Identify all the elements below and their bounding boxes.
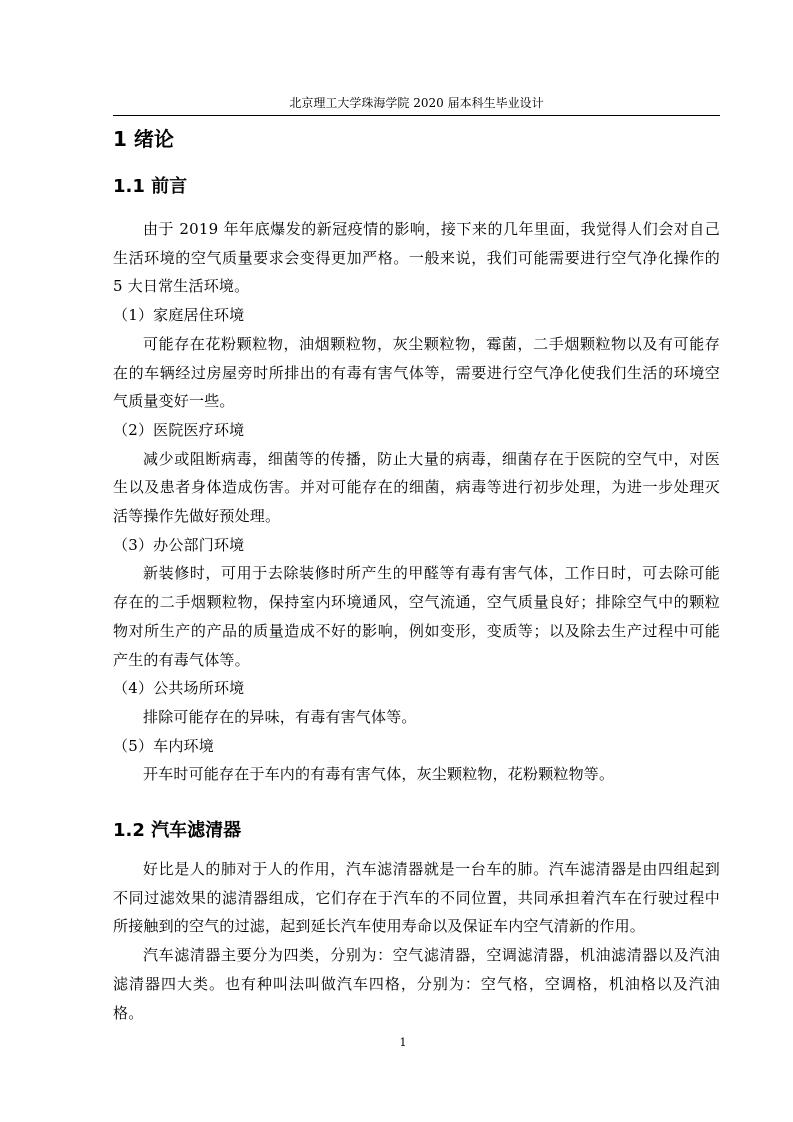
chapter-title: 1 绪论 [113, 127, 174, 151]
section-title-preface: 1.1 前言 [113, 176, 188, 197]
subheading-car: （5）车内环境 [113, 736, 214, 755]
paragraph-car-filter-1: 好比是人的肺对于人的作用，汽车滤清器就是一台车的肺。汽车滤清器是由四组起到不同过滤效果的滤清器组成，它们存在于汽车的不同位置，共同承担着汽车在行驶过程中所接触到的空气的过滤，起到延长汽车使用寿命以及保证车内空气清新的作用。 [113, 860, 720, 936]
paragraph-office: 新装修时，可用于去除装修时所产生的甲醛等有毒有害气体，工作日时，可去除可能存在的二手烟颗粒物，保持室内环境通风，空气流通，空气质量良好；排除空气中的颗粒物对所生产的产品的质量造成不好的影响，例如变形，变质等；以及除去生产过程中可能产生的有毒气体等。 [113, 564, 720, 669]
subheading-office: （3）办公部门环境 [113, 535, 245, 554]
subheading-home: （1）家庭居住环境 [113, 306, 245, 325]
page-number: 1 [399, 1036, 407, 1049]
paragraph-hospital: 减少或阻断病毒，细菌等的传播，防止大量的病毒，细菌存在于医院的空气中，对医生以及患者身体造成伤害。并对可能存在的细菌，病毒等进行初步处理，为进一步处理灭活等操作先做好预处理。 [113, 449, 720, 526]
header-rule [113, 115, 720, 116]
paragraph-preface-intro: 由于 2019 年年底爆发的新冠疫情的影响，接下来的几年里面，我觉得人们会对自己生活环境的空气质量要求会变得更加严格。一般来说，我们可能需要进行空气净化操作的 5 大日常生活环境。 [113, 220, 720, 296]
paragraph-car: 开车时可能存在于车内的有毒有害气体，灰尘颗粒物，花粉颗粒物等。 [143, 765, 615, 784]
section-title-car-filter: 1.2 汽车滤清器 [113, 820, 242, 842]
page-content [113, 123, 720, 1027]
subheading-hospital: （2）医院医疗环境 [113, 420, 245, 439]
paragraph-car-filter-2: 汽车滤清器主要分为四类，分别为：空气滤清器，空调滤清器，机油滤清器以及汽油滤清器四大类。也有种叫法叫做汽车四格，分别为：空气格，空调格，机油格以及汽油格。 [113, 946, 720, 1022]
paragraph-public: 排除可能存在的异味，有毒有害气体等。 [143, 707, 417, 726]
paragraph-home: 可能存在花粉颗粒物，油烟颗粒物，灰尘颗粒物，霉菌，二手烟颗粒物以及有可能存在的车辆经过房屋旁时所排出的有毒有害气体等，需要进行空气净化使我们生活的环境空气质量变好一些。 [113, 334, 720, 411]
page-header: 北京理工大学珠海学院 2020 届本科生毕业设计 [289, 96, 544, 110]
subheading-public: （4）公共场所环境 [113, 679, 245, 698]
